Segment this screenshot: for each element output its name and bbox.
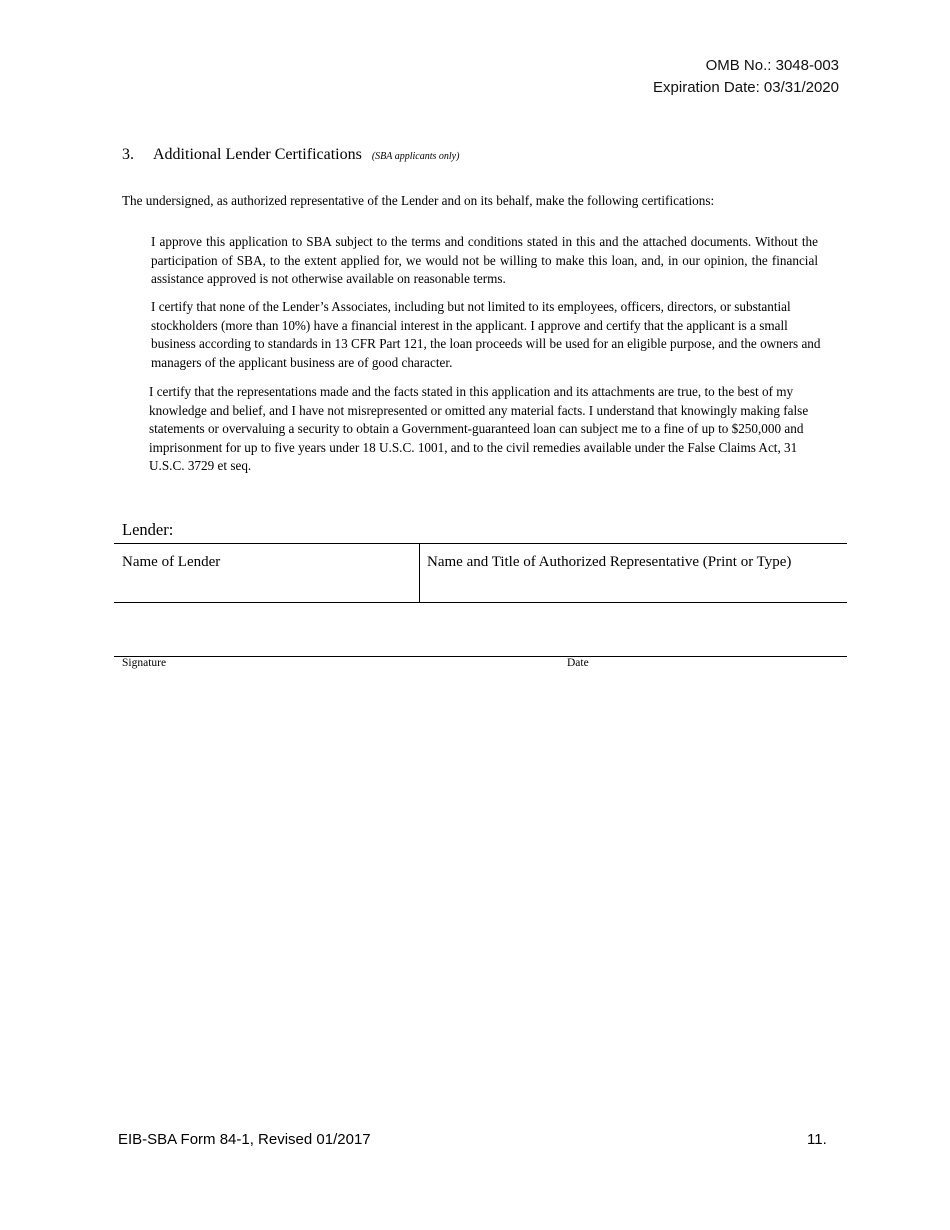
intro-text: The undersigned, as authorized representative of the Lender and on its behalf, make the following certifications:	[122, 193, 715, 208]
section-note: (SBA applicants only)	[371, 151, 460, 162]
form-id: EIB-SBA Form 84-1, Revised 01/2017	[118, 1131, 371, 1148]
omb-number: OMB No.: 3048-003	[705, 57, 839, 74]
lender-table	[114, 543, 847, 603]
signature-line[interactable]	[114, 656, 847, 657]
date-label: Date	[567, 657, 589, 669]
signature-label: Signature	[122, 657, 167, 669]
certification-3: I certify that the representations made and the facts stated in this application and its attachments are true, to the best of my knowledge and belief, and I have not misrepresented or omitted any material facts. I understand that knowingly making false statements or overvaluing a security to obtain a Government-guaranteed loan can subject me to a fine of up to $250,000 and imprisonment for up to five years under 18 U.S.C. 1001, and to the civil remedies available under the False Claims Act, 31 U.S.C. 3729 et seq.	[149, 384, 809, 474]
lender-label: Lender:	[122, 520, 174, 539]
page-number: 11.	[807, 1131, 827, 1148]
table-divider	[419, 544, 420, 602]
authorized-representative-field[interactable]: Name and Title of Authorized Representative (Print or Type)	[427, 554, 792, 570]
section-title: Additional Lender Certifications	[153, 146, 362, 163]
expiration-date: Expiration Date: 03/31/2020	[653, 79, 839, 96]
section-heading	[122, 146, 459, 164]
certification-2: I certify that none of the Lender’s Associates, including but not limited to its employees, officers, directors, or substantial stockholders (more than 10%) have a financial interest in the applicant. I approve and certify that the applicant is a small business according to standards in 13 CFR Part 121, the loan proceeds will be used for an eligible purpose, and the owners and managers of the applicant business are of good character.	[151, 299, 821, 370]
certification-1: I approve this application to SBA subject to the terms and conditions stated in this and the attached documents. Without the participation of SBA, to the extent applied for, we would not be willing to make this loan, and, in our opinion, the financial assistance approved is not otherwise available on reasonable terms.	[151, 234, 818, 287]
omb-info	[653, 55, 839, 99]
name-of-lender-field[interactable]: Name of Lender	[122, 554, 221, 570]
section-number: 3.	[122, 146, 134, 163]
